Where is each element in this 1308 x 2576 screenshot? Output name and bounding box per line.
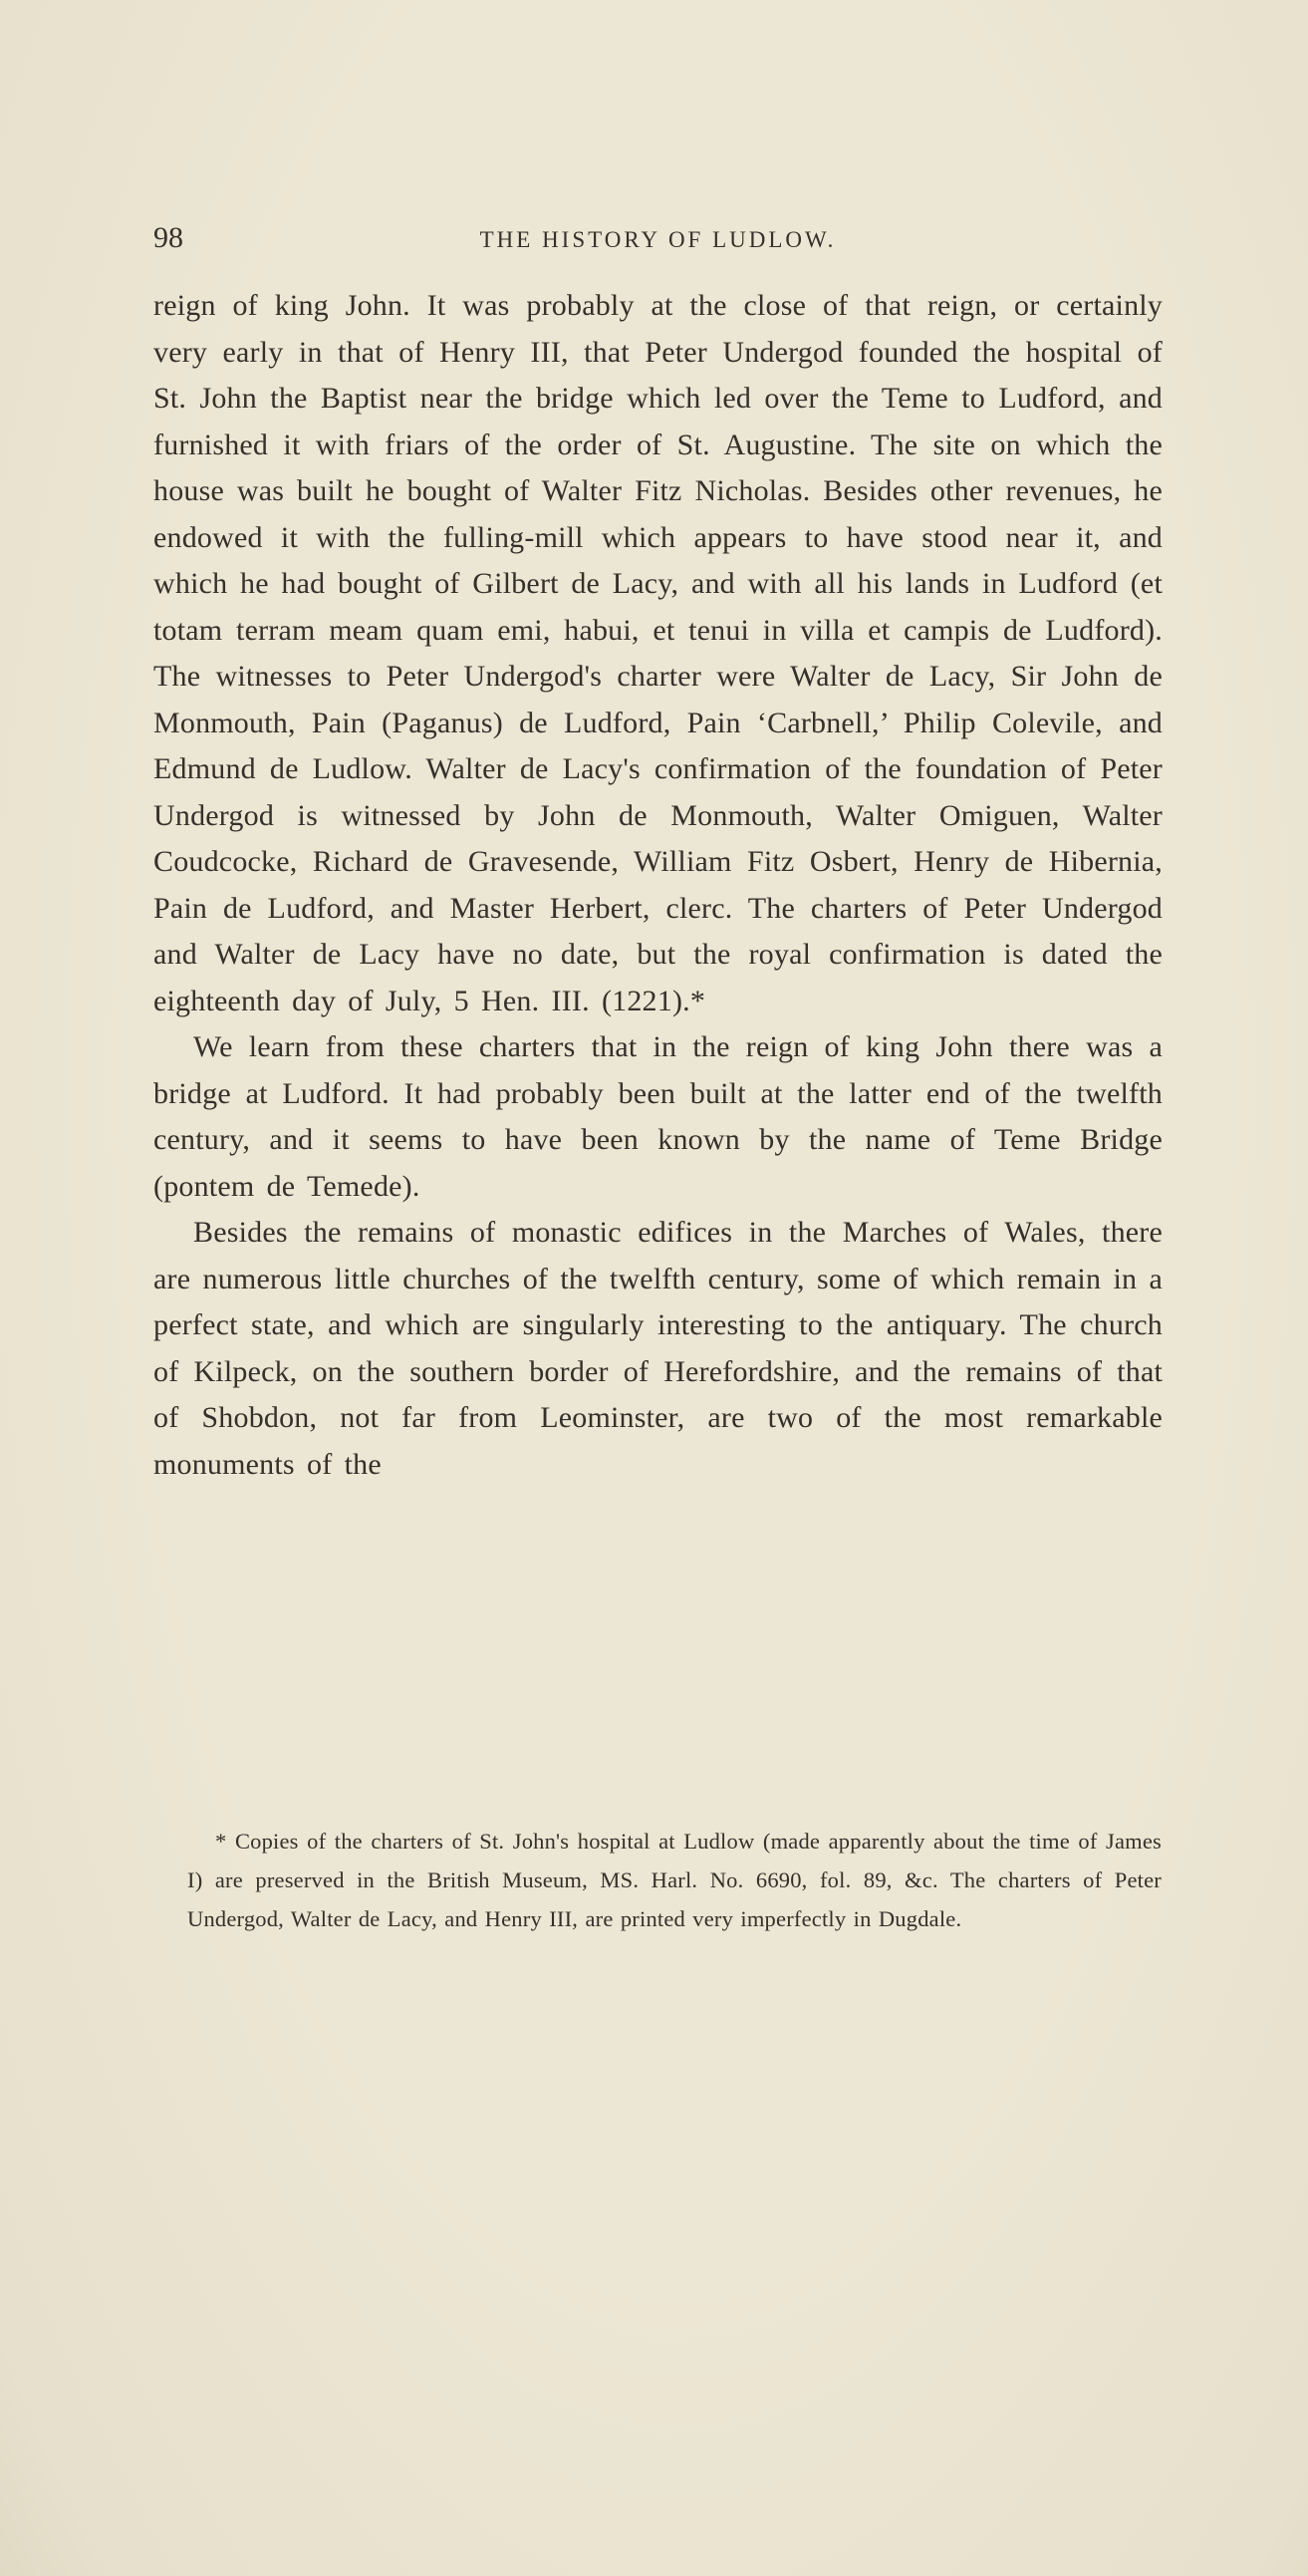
text-column: [153, 211, 1163, 1488]
body-text: [153, 283, 1163, 1488]
running-title: THE HISTORY OF LUDLOW.: [479, 227, 837, 252]
page-number: 98: [153, 221, 183, 254]
body-paragraph: Besides the remains of monastic edifices in the Marches of Wales, there are numerous little churches of the twelfth century, some of which remain in a perfect state, and which are singularly interesting to the antiquary. The church of Kilpeck, on the southern border of Herefordshire, and the remains of that of Shobdon, not far from Leominster, are two of the most remarkable monuments of the: [153, 1216, 1163, 1481]
body-paragraph: We learn from these charters that in the reign of king John there was a bridge at Ludford. It had probably been built at the latter end of the twelfth century, and it seems to have been known by the name of Teme Bridge (pontem de Temede).: [153, 1030, 1163, 1203]
body-paragraph: reign of king John. It was probably at the close of that reign, or certainly very early in that of Henry III, that Peter Undergod founded the hospital of St. John the Baptist near the bridge which led over the Teme to Ludford, and furnished it with friars of the order of St. Augustine. The site on which the house was built he bought of Walter Fitz Nicholas. Besides other revenues, he endowed it with the fulling-mill which appears to have stood near it, and which he had bought of Gilbert de Lacy, and with all his lands in Ludford (et totam terram meam quam emi, habui, et tenui in villa et campis de Ludford). The witnesses to Peter Undergod's charter were Walter de Lacy, Sir John de Monmouth, Pain (Paganus) de Ludford, Pain ‘Carbnell,’ Philip Colevile, and Edmund de Ludlow. Walter de Lacy's confirmation of the foundation of Peter Undergod is witnessed by John de Monmouth, Walter Omiguen, Walter Coudcocke, Richard de Gravesende, William Fitz Osbert, Henry de Hibernia, Pain de Ludford, and Master Herbert, clerc. The charters of Peter Undergod and Walter de Lacy have no date, but the royal confirmation is dated the eighteenth day of July, 5 Hen. III. (1221).*: [153, 289, 1163, 1017]
page-header: [153, 211, 1163, 253]
footnote: * Copies of the charters of St. John's hospital at Ludlow (made apparently about the time of James I) are preserved in the British Museum, MS. Harl. No. 6690, fol. 89, &c. The charters of Peter Undergod, Walter de Lacy, and Henry III, are printed very imperfectly in Dugdale.: [187, 1829, 1162, 1931]
